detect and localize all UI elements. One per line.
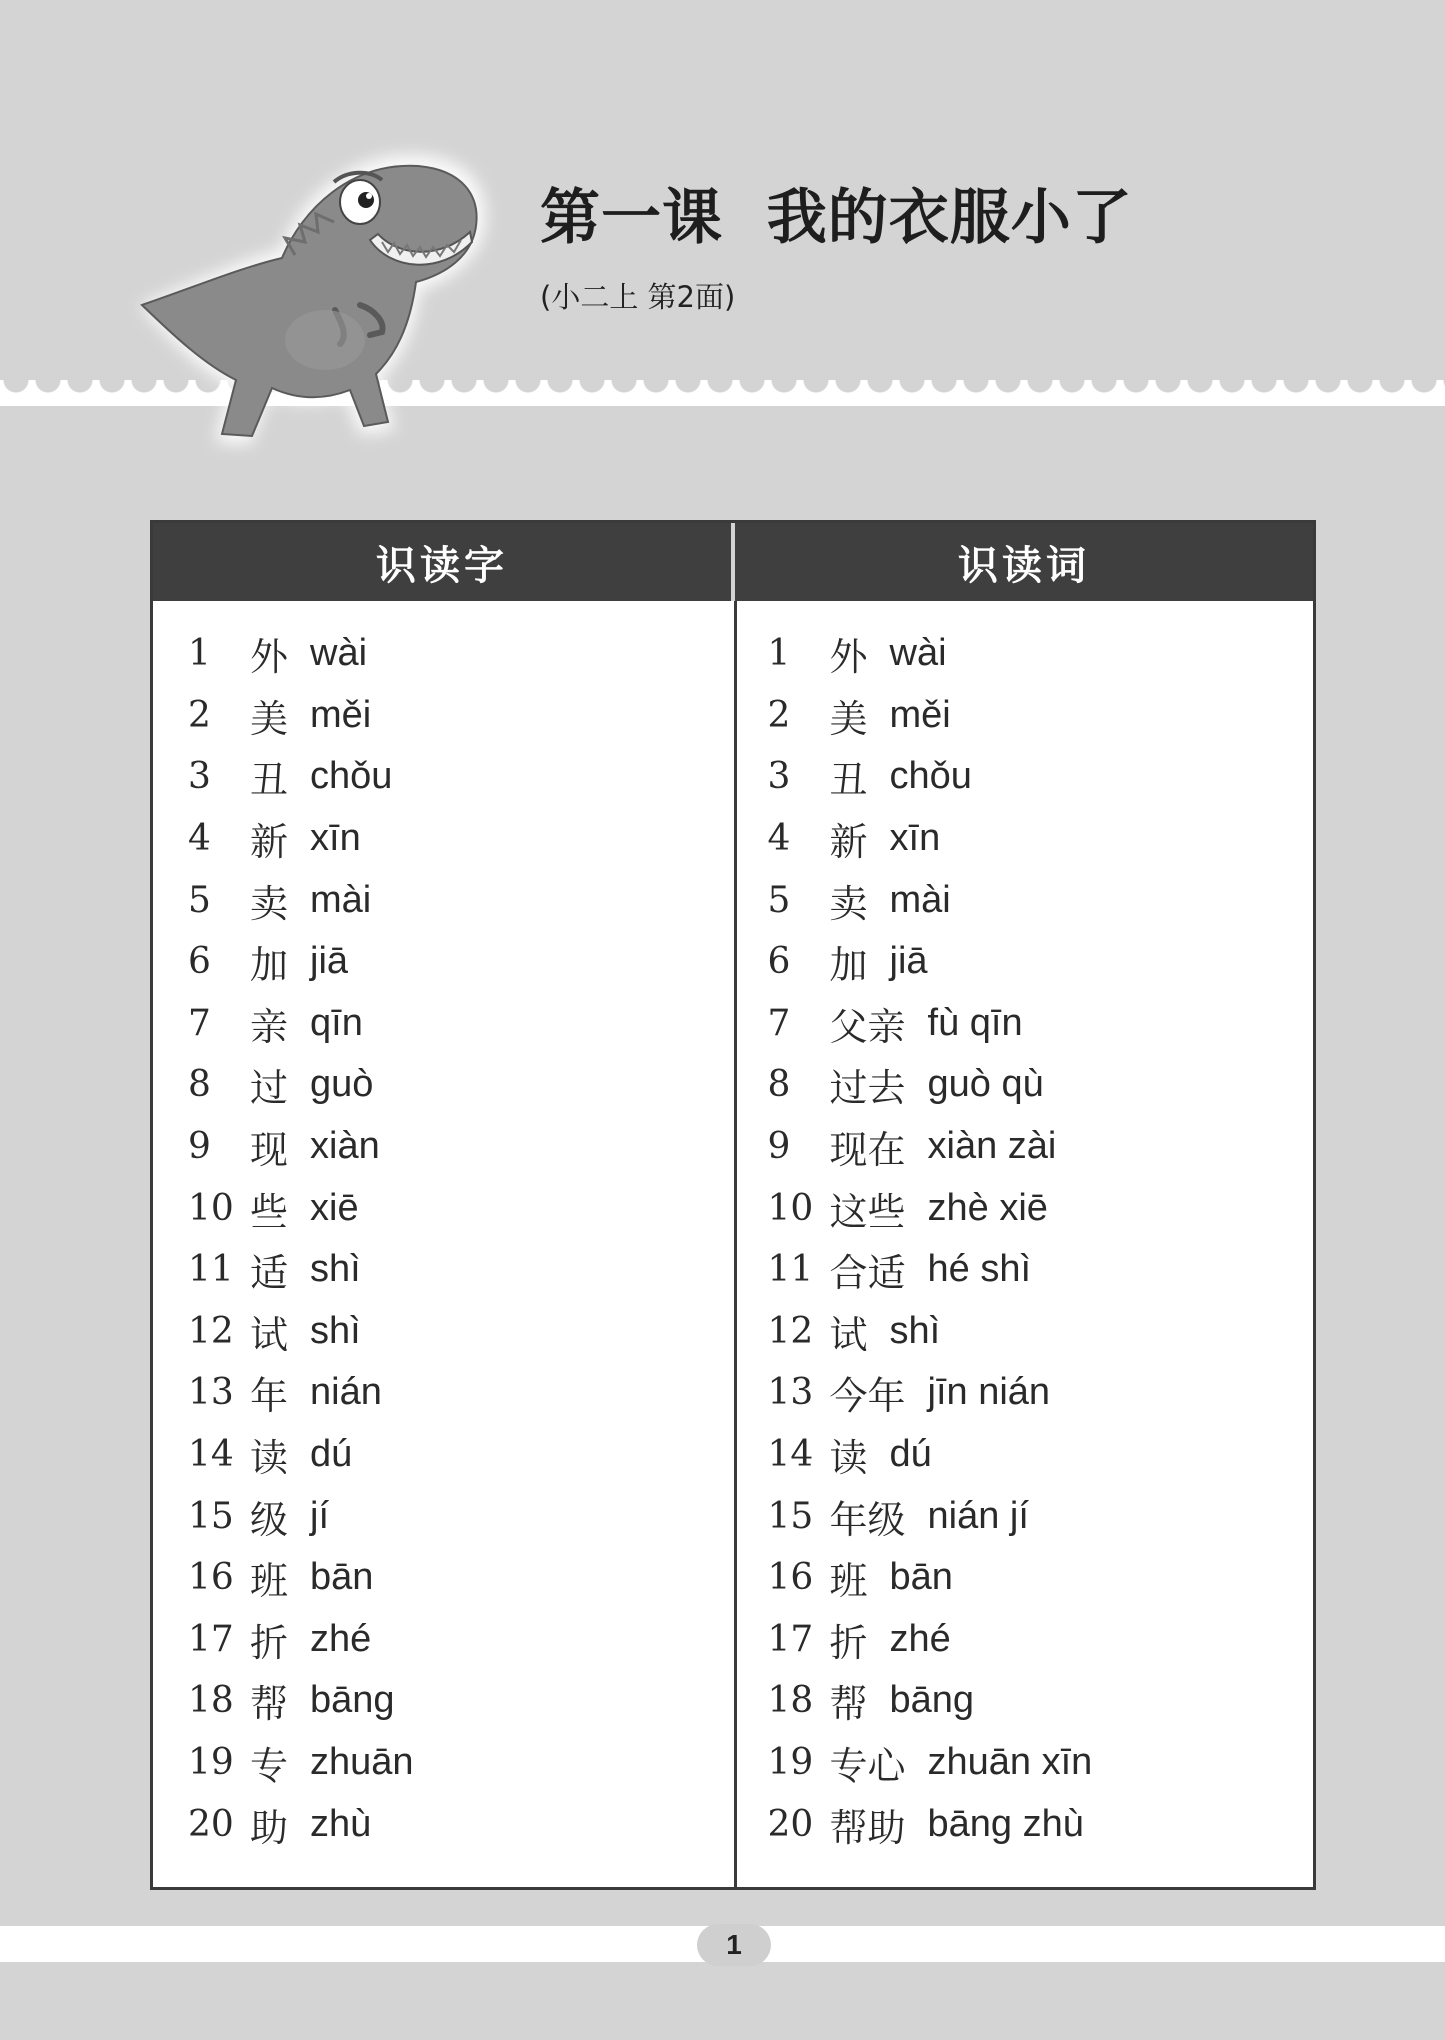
- pinyin-text: xīn: [889, 817, 941, 860]
- character-row: [188, 1547, 734, 1609]
- character-row: [188, 993, 734, 1055]
- word-row: [768, 1732, 1314, 1794]
- hanzi-text: 新: [250, 820, 289, 865]
- pinyin-text: guò qù: [927, 1063, 1044, 1106]
- hanzi-text: 外: [250, 635, 289, 680]
- pinyin-text: zhuān: [310, 1740, 414, 1783]
- hanzi-text: 今年: [829, 1374, 906, 1419]
- pinyin-text: mài: [310, 878, 372, 921]
- header-characters: 识读字: [376, 542, 508, 589]
- hanzi-text: 级: [250, 1497, 289, 1542]
- word-row: [768, 1485, 1314, 1547]
- pinyin-text: jiā: [889, 940, 928, 983]
- hanzi-text: 父亲: [829, 1004, 906, 1049]
- character-row: [188, 1424, 734, 1486]
- character-row: [188, 808, 734, 870]
- hanzi-text: 现: [250, 1128, 289, 1173]
- pinyin-text: qīn: [310, 1001, 363, 1044]
- row-number: 6: [188, 941, 211, 983]
- character-row: [188, 1732, 734, 1794]
- pinyin-text: měi: [889, 693, 951, 736]
- vocabulary-table: [150, 520, 1316, 1890]
- hanzi-text: 现在: [829, 1128, 906, 1173]
- pinyin-text: jīn nián: [927, 1371, 1051, 1414]
- pinyin-text: zhé: [310, 1617, 372, 1660]
- word-row: [768, 746, 1314, 808]
- pinyin-text: guò: [310, 1063, 374, 1106]
- row-number: 1: [767, 633, 791, 675]
- row-number: 11: [767, 1249, 814, 1291]
- row-number: 7: [767, 1002, 791, 1044]
- row-number: 5: [767, 879, 791, 921]
- hanzi-text: 帮助: [829, 1805, 906, 1850]
- words-column: [737, 601, 1314, 1887]
- row-number: 17: [767, 1618, 814, 1660]
- pinyin-text: zhù: [310, 1802, 372, 1845]
- character-row: [188, 1609, 734, 1671]
- pinyin-text: bāng zhù: [927, 1802, 1084, 1845]
- row-number: 20: [188, 1803, 234, 1845]
- character-row: [188, 1239, 734, 1301]
- word-row: [768, 1116, 1314, 1178]
- row-number: 17: [188, 1618, 234, 1660]
- row-number: 8: [767, 1064, 791, 1106]
- pinyin-text: jí: [310, 1494, 330, 1537]
- pinyin-text: shì: [889, 1309, 941, 1352]
- pinyin-text: chǒu: [310, 755, 393, 798]
- word-row: [768, 1362, 1314, 1424]
- page-number: 1: [697, 1924, 771, 1966]
- row-number: 16: [767, 1557, 814, 1599]
- word-row: [768, 1547, 1314, 1609]
- pinyin-text: fù qīn: [927, 1001, 1023, 1044]
- hanzi-text: 适: [250, 1251, 289, 1296]
- character-row: [188, 1793, 734, 1855]
- row-number: 18: [188, 1680, 234, 1722]
- pinyin-text: xiàn zài: [927, 1125, 1057, 1168]
- row-number: 18: [767, 1680, 814, 1722]
- hanzi-text: 年级: [829, 1497, 906, 1542]
- hanzi-text: 卖: [250, 881, 289, 926]
- character-row: [188, 1670, 734, 1732]
- pinyin-text: měi: [310, 693, 372, 736]
- pinyin-text: jiā: [310, 940, 349, 983]
- word-row: [768, 1177, 1314, 1239]
- hanzi-text: 过去: [829, 1066, 906, 1111]
- pinyin-text: bāng: [889, 1679, 975, 1722]
- hanzi-text: 亲: [250, 1004, 289, 1049]
- pinyin-text: dú: [310, 1433, 353, 1476]
- row-number: 10: [188, 1187, 234, 1229]
- row-number: 2: [188, 694, 211, 736]
- hanzi-text: 年: [250, 1374, 289, 1419]
- row-number: 2: [767, 694, 791, 736]
- row-number: 15: [188, 1495, 234, 1537]
- hanzi-text: 丑: [250, 758, 289, 803]
- lesson-title: 第一课 我的衣服小了: [540, 183, 1133, 253]
- row-number: 15: [767, 1495, 814, 1537]
- row-number: 13: [767, 1372, 814, 1414]
- word-row: [768, 623, 1314, 685]
- hanzi-text: 美: [250, 696, 289, 741]
- pinyin-text: wài: [889, 632, 947, 675]
- hanzi-text: 外: [829, 635, 868, 680]
- pinyin-text: zhuān xīn: [927, 1740, 1093, 1783]
- word-row: [768, 1670, 1314, 1732]
- hanzi-text: 些: [250, 1189, 289, 1234]
- row-number: 12: [188, 1310, 234, 1352]
- hanzi-text: 班: [829, 1559, 868, 1604]
- hanzi-text: 试: [829, 1312, 868, 1357]
- pinyin-text: mài: [889, 878, 951, 921]
- row-number: 8: [188, 1064, 211, 1106]
- hanzi-text: 专心: [829, 1743, 906, 1788]
- hanzi-text: 过: [250, 1066, 289, 1111]
- characters-column: [153, 601, 734, 1887]
- hanzi-text: 卖: [829, 881, 868, 926]
- character-row: [188, 869, 734, 931]
- row-number: 1: [188, 633, 211, 675]
- character-row: [188, 685, 734, 747]
- pinyin-text: zhé: [889, 1617, 951, 1660]
- row-number: 10: [767, 1187, 814, 1229]
- word-row: [768, 1424, 1314, 1486]
- pinyin-text: nián jí: [927, 1494, 1029, 1537]
- row-number: 9: [188, 1126, 211, 1168]
- row-number: 19: [188, 1741, 234, 1783]
- hanzi-text: 加: [250, 943, 289, 988]
- row-number: 9: [767, 1126, 791, 1168]
- hanzi-text: 帮: [829, 1682, 868, 1727]
- word-row: [768, 869, 1314, 931]
- row-number: 12: [767, 1310, 814, 1352]
- character-row: [188, 1485, 734, 1547]
- row-number: 3: [767, 756, 791, 798]
- lesson-subtitle: (小二上 第2面): [540, 280, 736, 314]
- row-number: 11: [188, 1249, 234, 1291]
- hanzi-text: 折: [250, 1620, 289, 1665]
- pinyin-text: shì: [310, 1248, 361, 1291]
- header-words: 识读词: [958, 542, 1090, 589]
- character-row: [188, 931, 734, 993]
- hanzi-text: 合适: [829, 1251, 906, 1296]
- row-number: 4: [188, 818, 211, 860]
- character-row: [188, 1054, 734, 1116]
- row-number: 3: [188, 756, 211, 798]
- hanzi-text: 班: [250, 1559, 289, 1604]
- hanzi-text: 这些: [829, 1189, 906, 1234]
- pinyin-text: dú: [889, 1433, 932, 1476]
- character-row: [188, 623, 734, 685]
- character-row: [188, 1177, 734, 1239]
- row-number: 4: [767, 818, 791, 860]
- row-number: 6: [767, 941, 791, 983]
- word-row: [768, 993, 1314, 1055]
- hanzi-text: 读: [829, 1436, 868, 1481]
- hanzi-text: 帮: [250, 1682, 289, 1727]
- word-row: [768, 1054, 1314, 1116]
- word-row: [768, 808, 1314, 870]
- pinyin-text: hé shì: [927, 1248, 1032, 1291]
- hanzi-text: 折: [829, 1620, 868, 1665]
- character-row: [188, 1116, 734, 1178]
- table-header: [153, 523, 1313, 601]
- hanzi-text: 加: [829, 943, 868, 988]
- word-row: [768, 1793, 1314, 1855]
- pinyin-text: nián: [310, 1371, 382, 1414]
- row-number: 19: [767, 1741, 814, 1783]
- word-row: [768, 1239, 1314, 1301]
- row-number: 7: [188, 1002, 211, 1044]
- character-row: [188, 746, 734, 808]
- hanzi-text: 专: [250, 1743, 289, 1788]
- pinyin-text: wài: [310, 632, 368, 675]
- hanzi-text: 丑: [829, 758, 868, 803]
- row-number: 16: [188, 1557, 234, 1599]
- pinyin-text: bān: [310, 1556, 374, 1599]
- character-row: [188, 1362, 734, 1424]
- row-number: 5: [188, 879, 211, 921]
- dinosaur-icon: [120, 130, 520, 470]
- hanzi-text: 新: [829, 820, 868, 865]
- table-body: [153, 601, 1313, 1887]
- word-row: [768, 931, 1314, 993]
- pinyin-text: chǒu: [889, 755, 972, 798]
- character-row: [188, 1301, 734, 1363]
- row-number: 20: [767, 1803, 814, 1845]
- row-number: 14: [188, 1434, 234, 1476]
- pinyin-text: bāng: [310, 1679, 395, 1722]
- pinyin-text: bān: [889, 1556, 953, 1599]
- pinyin-text: shì: [310, 1309, 361, 1352]
- hanzi-text: 试: [250, 1312, 289, 1357]
- word-row: [768, 685, 1314, 747]
- hanzi-text: 读: [250, 1436, 289, 1481]
- pinyin-text: zhè xiē: [927, 1186, 1048, 1229]
- word-row: [768, 1609, 1314, 1671]
- pinyin-text: xiē: [310, 1186, 359, 1229]
- word-row: [768, 1301, 1314, 1363]
- pinyin-text: xīn: [310, 817, 361, 860]
- row-number: 13: [188, 1372, 234, 1414]
- hanzi-text: 助: [250, 1805, 289, 1850]
- row-number: 14: [767, 1434, 814, 1476]
- pinyin-text: xiàn: [310, 1125, 380, 1168]
- hanzi-text: 美: [829, 696, 868, 741]
